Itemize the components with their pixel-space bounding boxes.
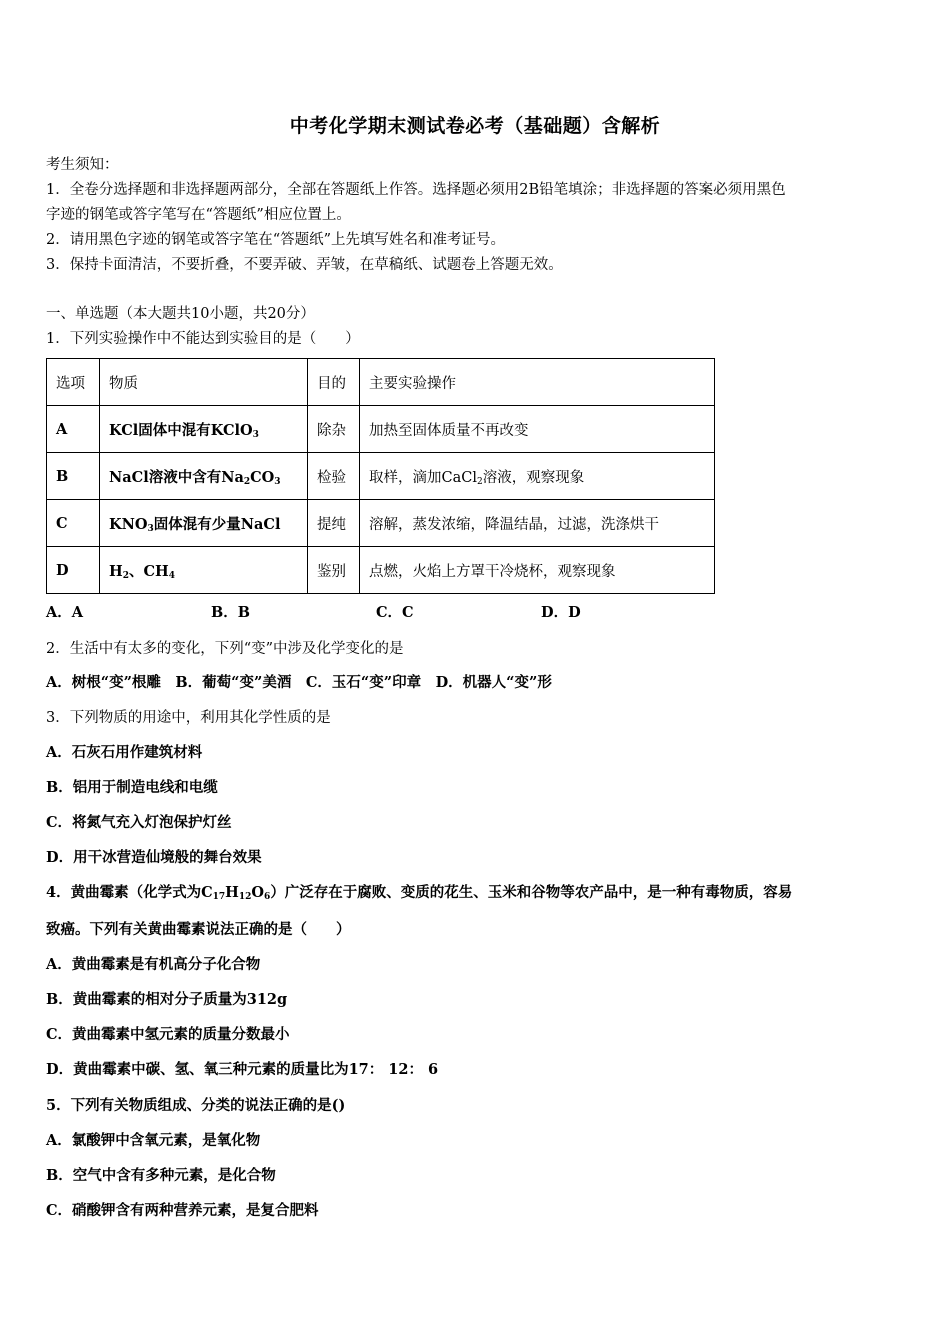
notice-item-1-cont: 字迹的钢笔或答字笔写在“答题纸”相应位置上。 — [46, 207, 351, 223]
question-5-option-c: C．硝酸钾含有两种营养元素，是复合肥料 — [46, 1202, 319, 1219]
document-title: 中考化学期末测试卷必考（基础题）含解析 — [289, 115, 661, 137]
table-row — [47, 406, 715, 453]
question-1-stem: 1．下列实验操作中不能达到实验目的是（ ） — [46, 331, 360, 347]
table-header-cell: 目的 — [308, 359, 360, 406]
question-4-option-d: D．黄曲霉素中碳、氢、氧三种元素的质量比为17： 12： 6 — [46, 1061, 439, 1078]
table-cell-purpose: 鉴别 — [308, 547, 360, 594]
question-5-option-a: A．氯酸钾中含氧元素，是氧化物 — [46, 1132, 261, 1149]
question-1-table — [46, 358, 715, 594]
notice-item-3: 3．保持卡面清洁，不要折叠，不要弄破、弄皱，在草稿纸、试题卷上答题无效。 — [46, 257, 563, 273]
table-cell-option: D — [47, 547, 100, 594]
notice-item-1: 1．全卷分选择题和非选择题两部分，全部在答题纸上作答。选择题必须用2B铅笔填涂；非选择题的答案必须用黑色 — [46, 182, 786, 198]
table-header-row — [47, 359, 715, 406]
table-cell-option: B — [47, 453, 100, 500]
question-5-option-b: B．空气中含有多种元素，是化合物 — [46, 1167, 276, 1184]
table-header-cell: 选项 — [47, 359, 100, 406]
table-cell-purpose: 提纯 — [308, 500, 360, 547]
question-2-stem: 2．生活中有太多的变化，下列“变”中涉及化学变化的是 — [46, 641, 404, 657]
option-c: C．C — [376, 604, 414, 621]
question-4-stem-cont: 致癌。下列有关黄曲霉素说法正确的是（ ） — [46, 921, 351, 938]
table-cell-operation: 溶解，蒸发浓缩，降温结晶，过滤，洗涤烘干 — [360, 500, 715, 547]
option-d: D．D — [541, 604, 581, 621]
question-5-stem: 5．下列有关物质组成、分类的说法正确的是() — [46, 1097, 346, 1114]
table-header-cell: 主要实验操作 — [360, 359, 715, 406]
question-4-option-c: C．黄曲霉素中氢元素的质量分数最小 — [46, 1026, 290, 1043]
question-4-option-b: B．黄曲霉素的相对分子质量为312g — [46, 991, 288, 1008]
table-cell-substance: $KNO_3$固体混有少量NaCl — [100, 500, 308, 547]
table-cell-substance: KCl固体中混有KClO$_3$ — [100, 406, 308, 453]
question-3-option-c: C．将氮气充入灯泡保护灯丝 — [46, 814, 232, 831]
table-cell-substance: $H_2$、$CH_4$ — [100, 547, 308, 594]
option-a: A．A — [46, 604, 84, 621]
table-cell-option: A — [47, 406, 100, 453]
question-4-option-a: A．黄曲霉素是有机高分子化合物 — [46, 956, 261, 973]
table-cell-purpose: 检验 — [308, 453, 360, 500]
table-cell-operation: 点燃，火焰上方罩干冷烧杯，观察现象 — [360, 547, 715, 594]
question-3-option-a: A．石灰石用作建筑材料 — [46, 744, 203, 761]
option-b: B．B — [211, 604, 251, 621]
section-heading: 一、单选题（本大题共10小题，共20分） — [46, 306, 315, 322]
table-cell-purpose: 除杂 — [308, 406, 360, 453]
table-cell-option: C — [47, 500, 100, 547]
table-header-cell: 物质 — [100, 359, 308, 406]
table-cell-substance: NaCl溶液中含有$Na_2CO_3$ — [100, 453, 308, 500]
table-cell-operation: 加热至固体质量不再改变 — [360, 406, 715, 453]
question-1-options — [46, 601, 581, 622]
table-row — [47, 500, 715, 547]
question-3-option-b: B．铝用于制造电线和电缆 — [46, 779, 218, 796]
table-row — [47, 547, 715, 594]
notice-heading: 考生须知： — [46, 157, 119, 173]
table-row — [47, 453, 715, 500]
question-4-stem: 4．黄曲霉素（化学式为$C_{17}H_{12}O_6$）广泛存在于腐败、变质的花生、玉米和谷物等农产品中，是一种有毒物质，容易 — [46, 884, 793, 902]
table-cell-operation: 取样，滴加CaCl$_2$溶液，观察现象 — [360, 453, 715, 500]
question-3-stem: 3．下列物质的用途中，利用其化学性质的是 — [46, 710, 331, 726]
question-3-option-d: D．用干冰营造仙境般的舞台效果 — [46, 849, 262, 866]
question-2-options: A．树根“变”根雕 B．葡萄“变”美酒 C．玉石“变”印章 D．机器人“变”形 — [46, 674, 552, 691]
notice-item-2: 2．请用黑色字迹的钢笔或答字笔在“答题纸”上先填写姓名和准考证号。 — [46, 232, 506, 248]
